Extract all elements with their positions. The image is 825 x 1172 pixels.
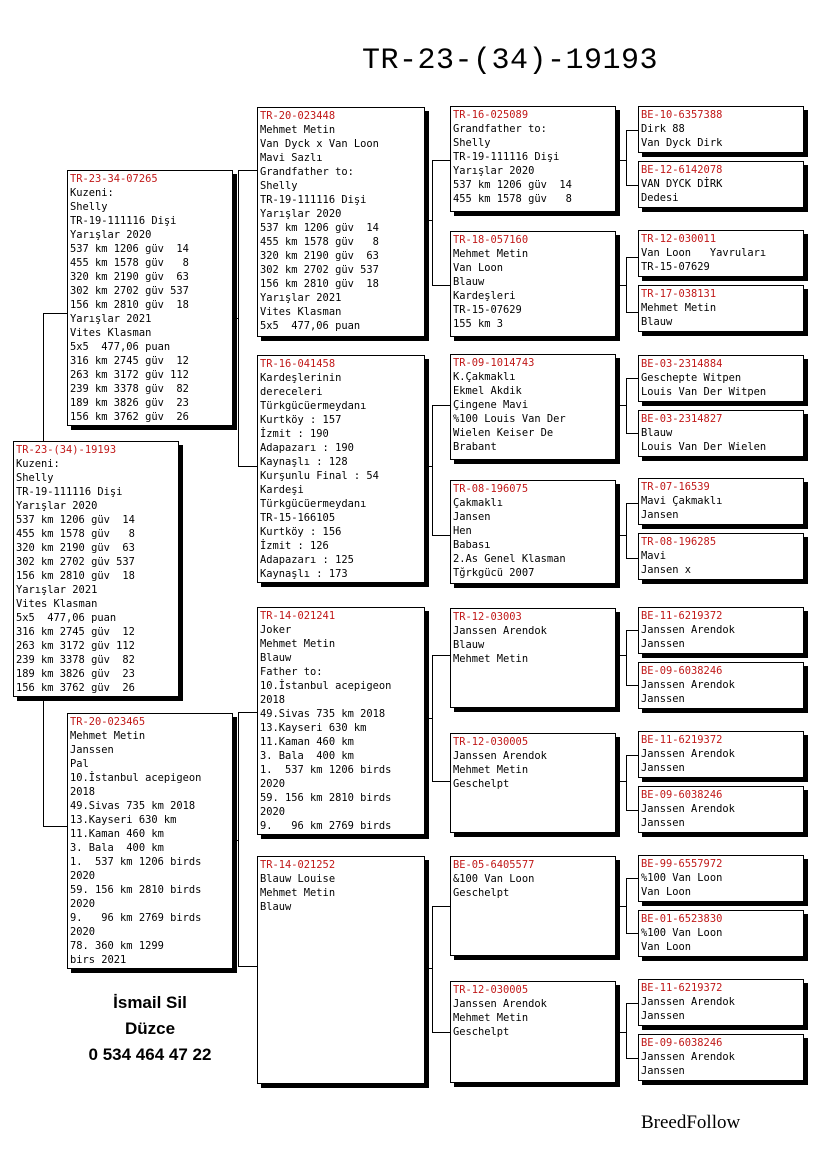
pedigree-line: 2020: [70, 870, 96, 882]
connector: [432, 781, 450, 782]
pedigree-line: 155 km 3: [453, 318, 504, 330]
pedigree-line: Kardeşi: [260, 484, 304, 496]
connector: [232, 318, 239, 319]
pedigree-line: Shelly: [70, 201, 108, 213]
sire-of-dam-card: [257, 607, 425, 835]
pedigree-line: Mehmet Metin: [453, 653, 529, 665]
pedigree-line: Blauw: [453, 639, 485, 651]
pedigree-line: 59. 156 km 2810 birds: [260, 792, 392, 804]
pedigree-line: Mehmet Metin: [453, 248, 529, 260]
pedigree-line: 455 km 1578 güv 8: [70, 257, 189, 269]
pedigree-line: 2020: [70, 898, 96, 910]
pedigree-line: Van Loon Yavruları: [641, 247, 767, 259]
connector: [432, 655, 450, 656]
pedigree-line: Adapazarı : 190: [260, 442, 354, 454]
dam-of-sire-card: [257, 355, 425, 583]
pedigree-line: %100 Van Loon: [641, 872, 723, 884]
ancestor-card: [638, 106, 804, 153]
pedigree-line: Kuzeni:: [16, 458, 60, 470]
pedigree-line: 2020: [260, 778, 286, 790]
pedigree-line: Van Loon: [641, 941, 692, 953]
pedigree-line: 49.Sivas 735 km 2018: [260, 708, 386, 720]
connector: [43, 313, 68, 314]
owner-phone: 0 534 464 47 22: [88, 1045, 212, 1064]
ring-number: BE-09-6038246: [641, 1037, 723, 1049]
pedigree-title: TR-23-(34)-19193: [362, 44, 659, 78]
pedigree-line: Janssen Arendok: [453, 625, 547, 637]
connector: [626, 1003, 638, 1004]
pedigree-line: Kardeşlerinin: [260, 372, 342, 384]
connector: [425, 968, 433, 969]
ring-number: TR-18-057160: [453, 234, 529, 246]
ring-number: BE-03-2314827: [641, 413, 723, 425]
connector: [432, 405, 450, 406]
pedigree-line: Kuzeni:: [70, 187, 114, 199]
pedigree-line: Çingene Mavi: [453, 399, 529, 411]
ancestor-card: [638, 731, 804, 778]
pedigree-line: 302 km 2702 güv 537: [260, 264, 379, 276]
connector: [238, 712, 239, 966]
ring-number: TR-14-021252: [260, 859, 336, 871]
pedigree-line: TR-19-111116 Dişi: [70, 215, 177, 227]
ring-number: TR-08-196075: [453, 483, 529, 495]
pedigree-line: 263 km 3172 güv 112: [70, 369, 189, 381]
pedigree-line: Vites Klasman: [16, 598, 98, 610]
ring-number: TR-12-030005: [453, 984, 529, 996]
pedigree-line: 1. 537 km 1206 birds: [260, 764, 392, 776]
connector: [238, 466, 258, 467]
pedigree-line: 2018: [260, 694, 286, 706]
connector: [626, 755, 627, 810]
ancestor-card: [638, 355, 804, 402]
pedigree-line: Dirk 88: [641, 123, 685, 135]
pedigree-line: Yarışlar 2020: [70, 229, 152, 241]
pedigree-line: Pal: [70, 758, 89, 770]
dam-of-dam-card: [257, 856, 425, 1084]
connector: [616, 906, 627, 907]
ancestor-card: [450, 231, 616, 337]
pedigree-line: TR-15-07629: [453, 304, 522, 316]
connector: [626, 755, 638, 756]
pedigree-line: İzmit : 126: [260, 540, 329, 552]
connector: [626, 185, 638, 186]
pedigree-line: 78. 360 km 1299: [70, 940, 164, 952]
ancestor-card: [638, 161, 804, 208]
subject-card: [13, 441, 179, 697]
pedigree-line: TR-15-07629: [641, 261, 710, 273]
owner-city: Düzce: [124, 1019, 176, 1038]
ancestor-card: [450, 608, 616, 708]
pedigree-line: Türkgücüermeydanı: [260, 400, 367, 412]
pedigree-line: Kardeşleri: [453, 290, 516, 302]
pedigree-line: Shelly: [260, 180, 298, 192]
pedigree-line: Janssen: [641, 762, 685, 774]
pedigree-line: Blauw: [453, 276, 485, 288]
connector: [626, 878, 638, 879]
pedigree-line: TR-19-111116 Dişi: [453, 151, 560, 163]
pedigree-line: Grandfather to:: [260, 166, 354, 178]
pedigree-line: %100 Louis Van Der: [453, 413, 566, 425]
pedigree-line: Blauw Louise: [260, 873, 336, 885]
connector: [616, 285, 627, 286]
pedigree-line: Janssen: [641, 693, 685, 705]
ancestor-card: [638, 410, 804, 457]
pedigree-line: 455 km 1578 güv 8: [260, 236, 379, 248]
connector: [432, 160, 450, 161]
pedigree-line: Blauw: [641, 427, 673, 439]
pedigree-line: VAN DYCK DİRK: [641, 178, 723, 190]
pedigree-line: Brabant: [453, 441, 497, 453]
pedigree-line: 2.As Genel Klasman: [453, 553, 566, 565]
pedigree-line: Geschelpt: [453, 1026, 510, 1038]
pedigree-line: Vites Klasman: [70, 327, 152, 339]
connector: [626, 503, 638, 504]
pedigree-line: birs 2021: [70, 954, 127, 966]
ring-number: TR-20-023448: [260, 110, 336, 122]
ancestor-card: [638, 533, 804, 580]
ring-number: TR-07-16539: [641, 481, 710, 493]
ring-number: TR-08-196285: [641, 536, 717, 548]
pedigree-line: 189 km 3826 güv 23: [70, 397, 189, 409]
connector: [432, 160, 433, 285]
pedigree-line: Yarışlar 2021: [70, 313, 152, 325]
pedigree-line: Louis Van Der Wielen: [641, 441, 767, 453]
connector: [626, 685, 638, 686]
pedigree-line: 302 km 2702 güv 537: [70, 285, 189, 297]
ancestor-card: [638, 230, 804, 277]
ancestor-card: [638, 910, 804, 957]
pedigree-line: Blauw: [260, 652, 292, 664]
connector: [238, 712, 258, 713]
connector: [626, 312, 638, 313]
pedigree-line: Vites Klasman: [260, 306, 342, 318]
pedigree-line: Mehmet Metin: [260, 887, 336, 899]
ancestor-card: [638, 979, 804, 1026]
pedigree-line: 316 km 2745 güv 12: [70, 355, 189, 367]
connector: [616, 1032, 627, 1033]
pedigree-line: Shelly: [16, 472, 54, 484]
pedigree-line: Janssen: [641, 638, 685, 650]
connector: [626, 1058, 638, 1059]
connector: [425, 718, 433, 719]
pedigree-line: Mehmet Metin: [453, 1012, 529, 1024]
pedigree-line: 537 km 1206 güv 14: [453, 179, 572, 191]
pedigree-line: 9. 96 km 2769 birds: [260, 820, 392, 832]
pedigree-line: Ekmel Akdik: [453, 385, 522, 397]
pedigree-line: 10.İstanbul acepigeon: [260, 680, 392, 692]
pedigree-line: Blauw: [260, 901, 292, 913]
ring-number: TR-23-34-07265: [70, 173, 158, 185]
pedigree-line: 455 km 1578 güv 8: [16, 528, 135, 540]
connector: [626, 433, 638, 434]
pedigree-line: 13.Kayseri 630 km: [260, 722, 367, 734]
pedigree-line: Blauw: [641, 316, 673, 328]
ancestor-card: [450, 106, 616, 212]
ancestor-card: [450, 981, 616, 1083]
connector: [626, 558, 638, 559]
pedigree-line: 2020: [70, 926, 96, 938]
pedigree-line: Mehmet Metin: [453, 764, 529, 776]
pedigree-line: Jansen: [641, 509, 679, 521]
pedigree-line: 11.Kaman 460 km: [260, 736, 354, 748]
pedigree-line: Mehmet Metin: [70, 730, 146, 742]
dam-card: [67, 713, 233, 969]
pedigree-line: 59. 156 km 2810 birds: [70, 884, 202, 896]
connector: [616, 781, 627, 782]
connector: [626, 933, 638, 934]
pedigree-line: 189 km 3826 güv 23: [16, 668, 135, 680]
pedigree-line: Janssen Arendok: [641, 748, 735, 760]
pedigree-line: Tğrkgücü 2007: [453, 567, 535, 579]
pedigree-line: Janssen Arendok: [641, 1051, 735, 1063]
pedigree-line: dereceleri: [260, 386, 323, 398]
connector: [432, 405, 433, 535]
pedigree-line: 10.İstanbul acepigeon: [70, 772, 202, 784]
ancestor-card: [450, 856, 616, 956]
pedigree-line: Janssen Arendok: [641, 679, 735, 691]
pedigree-line: Geschepte Witpen: [641, 372, 742, 384]
pedigree-line: 156 km 3762 güv 26: [70, 411, 189, 423]
pedigree-line: Adapazarı : 125: [260, 554, 354, 566]
connector: [238, 966, 258, 967]
pedigree-line: Jansen: [453, 511, 491, 523]
pedigree-line: 455 km 1578 güv 8: [453, 193, 572, 205]
connector: [432, 906, 450, 907]
ring-number: TR-09-1014743: [453, 357, 535, 369]
pedigree-line: TR-15-166105: [260, 512, 336, 524]
connector: [43, 699, 44, 826]
pedigree-line: Mavi: [641, 550, 667, 562]
pedigree-line: 3. Bala 400 km: [260, 750, 354, 762]
pedigree-line: Janssen Arendok: [453, 998, 547, 1010]
pedigree-line: Hen: [453, 525, 472, 537]
pedigree-line: Kurtköy : 156: [260, 526, 342, 538]
pedigree-line: Mavi Sazlı: [260, 152, 323, 164]
pedigree-line: Father to:: [260, 666, 323, 678]
pedigree-line: Janssen Arendok: [641, 624, 735, 636]
ring-number: TR-16-041458: [260, 358, 336, 370]
ancestor-card: [638, 478, 804, 525]
ancestor-card: [450, 354, 616, 460]
pedigree-line: 537 km 1206 güv 14: [16, 514, 135, 526]
pedigree-line: 537 km 1206 güv 14: [260, 222, 379, 234]
ring-number: TR-12-03003: [453, 611, 522, 623]
pedigree-line: Janssen: [70, 744, 114, 756]
sibling-card: [67, 170, 233, 426]
pedigree-line: Dedesi: [641, 192, 679, 204]
connector: [43, 313, 44, 443]
pedigree-line: 537 km 1206 güv 14: [70, 243, 189, 255]
pedigree-line: 5x5 477,06 puan: [16, 612, 117, 624]
pedigree-line: Kaynaşlı : 128: [260, 456, 348, 468]
pedigree-line: Geschelpt: [453, 887, 510, 899]
pedigree-line: 320 km 2190 güv 63: [70, 271, 189, 283]
pedigree-line: 49.Sivas 735 km 2018: [70, 800, 196, 812]
pedigree-line: İzmit : 190: [260, 428, 329, 440]
connector: [425, 220, 433, 221]
pedigree-line: TR-19-111116 Dişi: [16, 486, 123, 498]
ring-number: TR-12-030005: [453, 736, 529, 748]
pedigree-line: Van Dyck Dirk: [641, 137, 723, 149]
pedigree-line: 2020: [260, 806, 286, 818]
pedigree-line: Janssen: [641, 1010, 685, 1022]
connector: [626, 130, 627, 185]
pedigree-line: Janssen: [641, 817, 685, 829]
pedigree-line: Kurşunlu Final : 54: [260, 470, 379, 482]
pedigree-line: Jansen x: [641, 564, 692, 576]
ancestor-card: [638, 786, 804, 833]
connector: [616, 405, 627, 406]
connector: [626, 378, 638, 379]
ring-number: TR-23-(34)-19193: [16, 444, 117, 456]
pedigree-line: Janssen Arendok: [453, 750, 547, 762]
pedigree-line: Çakmaklı: [453, 497, 504, 509]
pedigree-line: Shelly: [453, 137, 491, 149]
ancestor-card: [450, 733, 616, 833]
pedigree-line: 1. 537 km 1206 birds: [70, 856, 202, 868]
connector: [626, 1003, 627, 1058]
pedigree-line: Louis Van Der Witpen: [641, 386, 767, 398]
pedigree-line: Janssen Arendok: [641, 803, 735, 815]
sire-card: [257, 107, 425, 337]
connector: [432, 535, 450, 536]
connector: [626, 503, 627, 558]
pedigree-line: Van Loon: [641, 886, 692, 898]
ring-number: BE-01-6523830: [641, 913, 723, 925]
pedigree-line: &100 Van Loon: [453, 873, 535, 885]
ring-number: BE-09-6038246: [641, 665, 723, 677]
pedigree-line: 239 km 3378 güv 82: [16, 654, 135, 666]
ring-number: BE-05-6405577: [453, 859, 535, 871]
pedigree-line: Yarışlar 2021: [260, 292, 342, 304]
pedigree-line: Mehmet Metin: [641, 302, 717, 314]
pedigree-line: Kaynaşlı : 173: [260, 568, 348, 580]
pedigree-line: Yarışlar 2020: [260, 208, 342, 220]
ring-number: BE-11-6219372: [641, 982, 723, 994]
pedigree-line: Geschelpt: [453, 778, 510, 790]
pedigree-line: Yarışlar 2020: [16, 500, 98, 512]
pedigree-line: 316 km 2745 güv 12: [16, 626, 135, 638]
connector: [626, 630, 638, 631]
ring-number: TR-17-038131: [641, 288, 717, 300]
brand-logo: BreedFollow: [641, 1112, 741, 1133]
connector: [432, 1032, 450, 1033]
ring-number: TR-14-021241: [260, 610, 336, 622]
ring-number: TR-16-025089: [453, 109, 529, 121]
connector: [616, 160, 627, 161]
pedigree-line: 239 km 3378 güv 82: [70, 383, 189, 395]
pedigree-line: 9. 96 km 2769 birds: [70, 912, 202, 924]
pedigree-line: Yarışlar 2020: [453, 165, 535, 177]
pedigree-line: Kurtköy : 157: [260, 414, 342, 426]
connector: [432, 906, 433, 1032]
pedigree-line: Türkgücüermeydanı: [260, 498, 367, 510]
pedigree-line: 320 km 2190 güv 63: [260, 250, 379, 262]
pedigree-line: Mehmet Metin: [260, 638, 336, 650]
connector: [432, 285, 450, 286]
pedigree-line: 263 km 3172 güv 112: [16, 640, 135, 652]
ancestor-card: [638, 607, 804, 654]
connector: [616, 655, 627, 656]
ring-number: BE-99-6557972: [641, 858, 723, 870]
ring-number: TR-12-030011: [641, 233, 717, 245]
ring-number: BE-10-6357388: [641, 109, 723, 121]
pedigree-line: 156 km 3762 güv 26: [16, 682, 135, 694]
pedigree-line: 156 km 2810 güv 18: [260, 278, 379, 290]
connector: [626, 630, 627, 685]
connector: [232, 840, 239, 841]
pedigree-line: 5x5 477,06 puan: [70, 341, 171, 353]
ancestor-card: [638, 855, 804, 902]
connector: [43, 826, 68, 827]
pedigree-line: Janssen: [641, 1065, 685, 1077]
pedigree-line: Mehmet Metin: [260, 124, 336, 136]
pedigree-line: 3. Bala 400 km: [70, 842, 164, 854]
pedigree-line: Van Dyck x Van Loon: [260, 138, 379, 150]
connector: [626, 810, 638, 811]
pedigree-line: 156 km 2810 güv 18: [16, 570, 135, 582]
pedigree-line: 2018: [70, 786, 96, 798]
connector: [626, 257, 638, 258]
connector: [238, 170, 258, 171]
pedigree-line: Grandfather to:: [453, 123, 547, 135]
ring-number: BE-11-6219372: [641, 610, 723, 622]
ring-number: BE-12-6142078: [641, 164, 723, 176]
pedigree-line: Mavi Çakmaklı: [641, 495, 723, 507]
connector: [425, 466, 433, 467]
ancestor-card: [450, 480, 616, 584]
pedigree-line: Wielen Keiser De: [453, 427, 554, 439]
pedigree-line: 302 km 2702 güv 537: [16, 556, 135, 568]
ancestor-card: [638, 1034, 804, 1081]
pedigree-line: Van Loon: [453, 262, 504, 274]
ancestor-card: [638, 662, 804, 709]
ring-number: BE-11-6219372: [641, 734, 723, 746]
pedigree-line: Joker: [260, 624, 292, 636]
pedigree-line: 320 km 2190 güv 63: [16, 542, 135, 554]
pedigree-line: Yarışlar 2021: [16, 584, 98, 596]
pedigree-line: %100 Van Loon: [641, 927, 723, 939]
connector: [626, 130, 638, 131]
pedigree-line: Babası: [453, 539, 491, 551]
pedigree-line: 156 km 2810 güv 18: [70, 299, 189, 311]
owner-info: [60, 990, 240, 1068]
ring-number: BE-09-6038246: [641, 789, 723, 801]
pedigree-line: 5x5 477,06 puan: [260, 320, 361, 332]
connector: [616, 535, 627, 536]
ring-number: TR-20-023465: [70, 716, 146, 728]
pedigree-line: 13.Kayseri 630 km: [70, 814, 177, 826]
pedigree-line: TR-19-111116 Dişi: [260, 194, 367, 206]
pedigree-line: 11.Kaman 460 km: [70, 828, 164, 840]
ancestor-card: [638, 285, 804, 332]
pedigree-line: K.Çakmaklı: [453, 371, 516, 383]
owner-name: İsmail Sil: [113, 993, 187, 1012]
ring-number: BE-03-2314884: [641, 358, 723, 370]
pedigree-line: Janssen Arendok: [641, 996, 735, 1008]
